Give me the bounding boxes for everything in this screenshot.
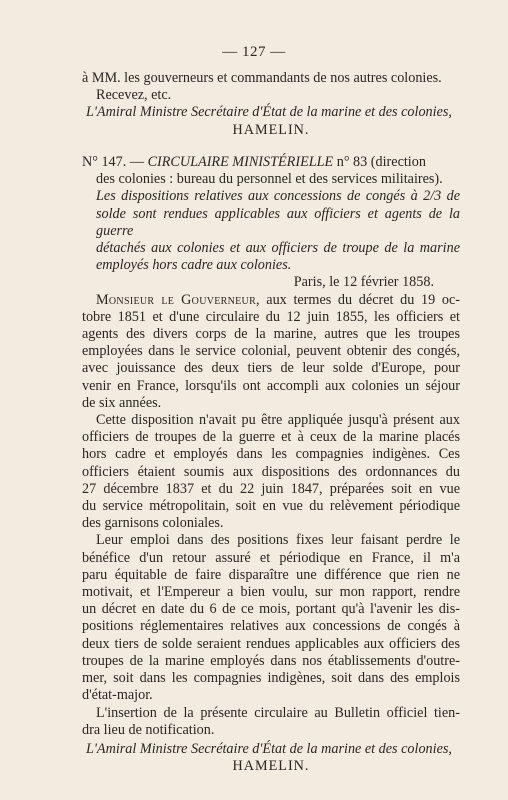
circular-date: Paris, le 12 février 1858.: [293, 274, 434, 291]
text-line: L'insertion de la présente circulaire au Bulletin officiel tien-: [96, 704, 460, 721]
signature-name: HAMELIN.: [232, 121, 310, 138]
text-line: à MM. les gouverneurs et commandants de nos autres colonies.: [82, 70, 442, 86]
circular-summary: [82, 188, 460, 274]
text-line: officiers étaient soumis aux dispositions des ordonnances du: [82, 463, 460, 480]
text-line: hors cadre et employés dans les compagnies indigènes. Ces: [82, 446, 460, 463]
circular-147: [82, 154, 460, 775]
text-line: employées dans le service colonial, peuvent obtenir des congés,: [82, 343, 460, 360]
text-line: positions réglementaires relatives aux concessions de congés à: [82, 618, 460, 635]
text-line: agents des divers corps de la marine, autres que les troupes: [82, 326, 460, 343]
text-line: deux tiers de solde seraient rendues applicables aux officiers des: [82, 635, 460, 652]
text-line: motivait, et l'Empereur a bien voulu, sur mon rapport, rendre: [82, 584, 460, 601]
text-line: des garnisons coloniales.: [82, 515, 224, 532]
text-line: un décret en date du 6 de ce mois, portant qu'à l'avenir les dis-: [82, 601, 460, 618]
circular-heading-rest: n° 83 (direction: [333, 154, 426, 170]
circular-number: N° 147. —: [82, 154, 145, 170]
text-line: dra lieu de notification.: [82, 721, 215, 738]
text-line: paru équitable de faire disparaître une différence que rien ne: [82, 566, 460, 583]
text-line: officiers de troupes de la guerre et à ceux de la marine placés: [82, 429, 460, 446]
summary-line: détachés aux colonies et aux officiers de troupe de la marine: [96, 240, 460, 257]
text-line: Cette disposition n'avait pu être appliquée jusqu'à présent aux: [96, 412, 460, 429]
circular-title: CIRCULAIRE MINISTÉRIELLE: [147, 154, 334, 170]
text-line: Monsieur le Gouverneur, aux termes du décret du 19 oc-: [96, 291, 460, 308]
paragraph-4: [82, 705, 460, 739]
circular-heading-line2: des colonies : bureau du personnel et des services militaires).: [96, 171, 443, 188]
text-line: d'état-major.: [82, 687, 153, 704]
text-line: du service métropolitain, soit en vue du relèvement périodique: [82, 498, 460, 515]
signature-name: HAMELIN.: [232, 758, 310, 775]
summary-line: Les dispositions relatives aux concessions de congés à 2/3 de: [96, 188, 460, 205]
paragraph-3: [82, 532, 460, 704]
paragraph-1: [82, 292, 460, 412]
text-line: avec jouissance des deux tiers de leur solde d'Europe, pour: [82, 360, 460, 377]
paragraph-2: [82, 412, 460, 532]
signature-title: L'Amiral Ministre Secrétaire d'État de la marine et des colonies,: [86, 740, 452, 757]
salutation: Monsieur le Gouverneur: [96, 291, 257, 308]
text-line: venir en France, lorsqu'ils ont accompli aux colonies un séjour: [82, 377, 460, 394]
page-number: — 127 —: [222, 44, 286, 60]
text-line: Leur emploi dans des positions fixes leur faisant perdre le: [96, 532, 460, 549]
circular-heading: [82, 154, 460, 171]
summary-line: solde sont rendues applicables aux officiers et agents de la guerre: [96, 205, 460, 239]
text-line: bénéfice d'un retour assuré et périodique en France, il m'a: [82, 549, 460, 566]
text-line: troupes de la marine employés dans nos établissements d'outre-: [82, 652, 460, 669]
text-line: tobre 1851 et d'une circulaire du 12 juin 1855, les officiers et: [82, 308, 460, 325]
text-line: de six années.: [82, 394, 162, 411]
closing-formula: Recevez, etc.: [96, 87, 172, 104]
text-line: mer, soit dans les compagnies indigènes, soit dans des emplois: [82, 670, 460, 687]
signature-title: L'Amiral Ministre Secrétaire d'État de la marine et des colonies,: [86, 104, 452, 121]
text-line: 27 décembre 1837 et du 22 juin 1847, préparées soit en vue: [82, 480, 460, 497]
previous-circular-ending: [82, 70, 460, 139]
summary-line: employés hors cadre aux colonies.: [96, 257, 292, 274]
